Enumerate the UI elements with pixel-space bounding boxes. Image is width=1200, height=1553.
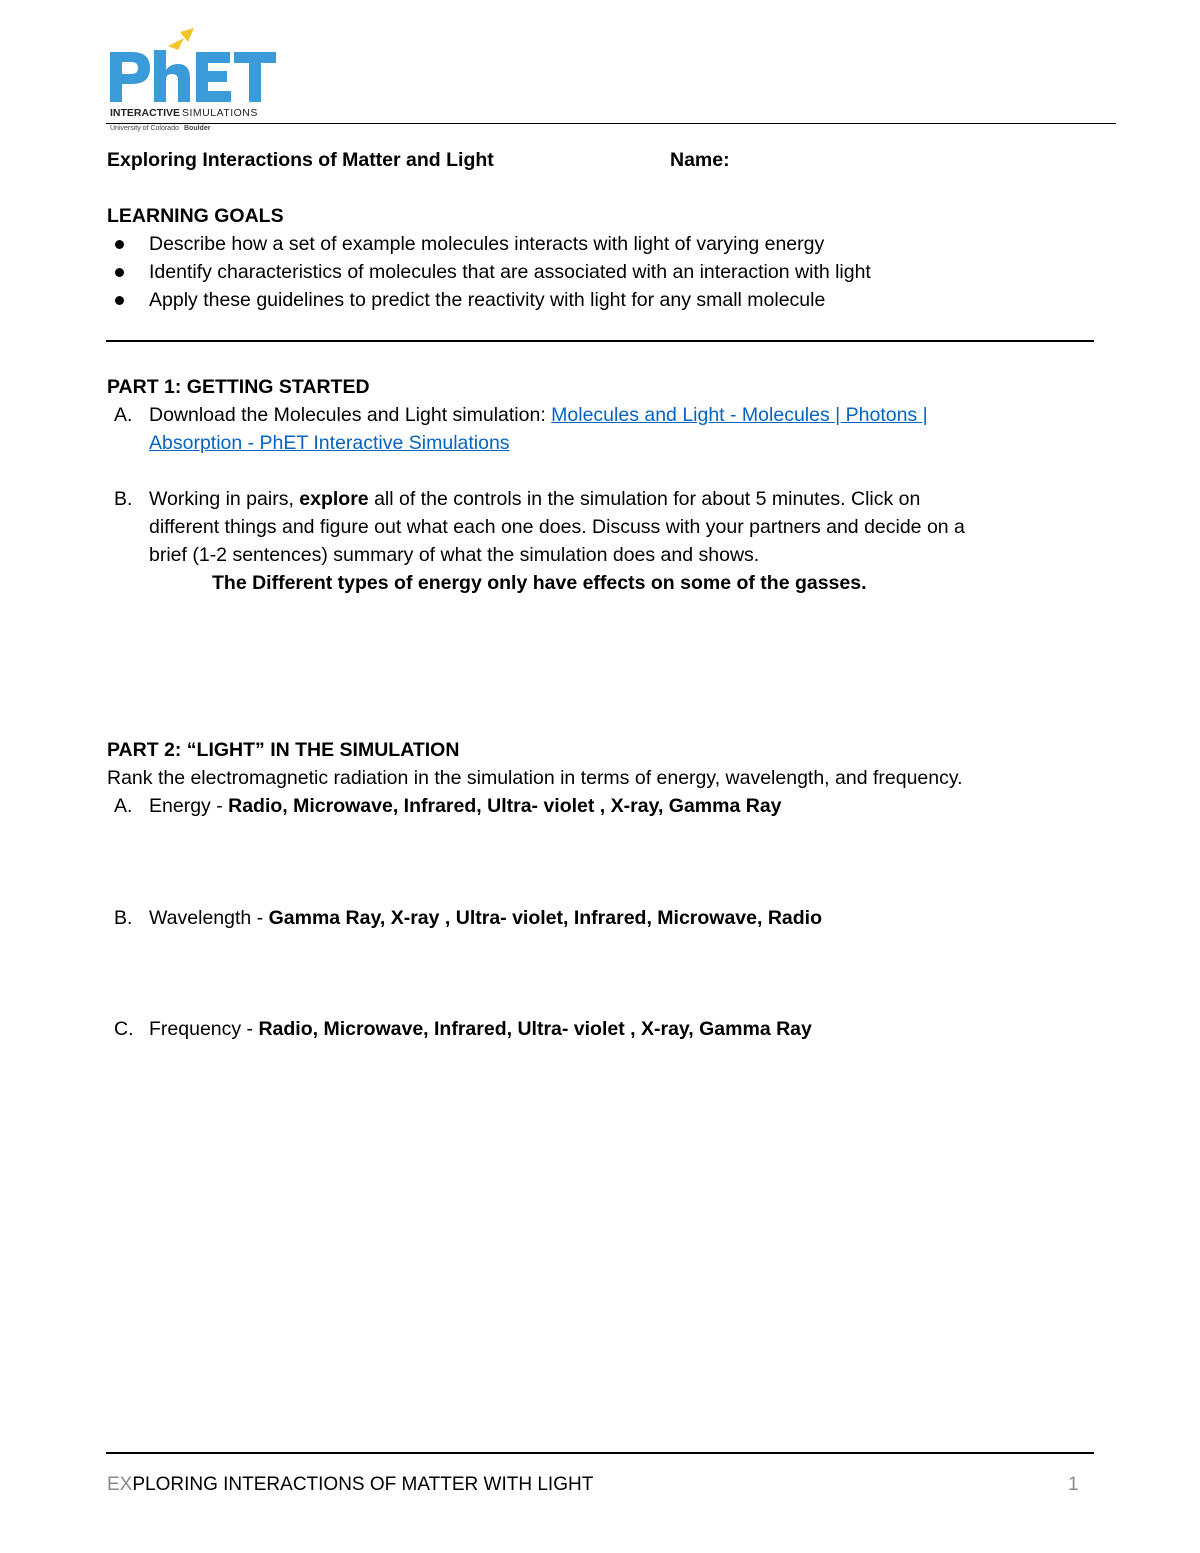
goal-text: Describe how a set of example molecules interacts with light of varying energy: [149, 233, 825, 255]
learning-goals-heading: LEARNING GOALS: [107, 205, 284, 227]
footer-divider: [106, 1452, 1094, 1454]
footer-title-prefix: EX: [107, 1474, 133, 1495]
part1-item-b-line3: brief (1-2 sentences) summary of what the simulation does and shows.: [149, 544, 760, 566]
wavelength-label: Wavelength -: [149, 907, 269, 929]
name-label: Name:: [670, 149, 730, 171]
part1-item-b-line1-pre: Working in pairs,: [149, 488, 300, 510]
part2-item-b-letter: B.: [114, 907, 133, 929]
page-title: Exploring Interactions of Matter and Light: [107, 149, 494, 171]
part1-item-b-letter: B.: [114, 488, 133, 510]
bullet-icon: [115, 296, 124, 305]
logo-affiliation-prefix: University of Colorado: [110, 125, 179, 132]
bullet-icon: [115, 240, 124, 249]
header-divider: [106, 123, 1116, 124]
logo-affiliation-strong: Boulder: [184, 125, 211, 132]
simulation-link-line2[interactable]: Absorption - PhET Interactive Simulations: [149, 432, 510, 454]
part1-item-b-line1-post: all of the controls in the simulation for about 5 minutes. Click on: [368, 488, 921, 510]
bullet-icon: [115, 268, 124, 277]
phet-logo-graphic: [106, 28, 286, 138]
list-item: [107, 258, 871, 286]
energy-label: Energy -: [149, 795, 229, 817]
part1-item-a-text: Download the Molecules and Light simulation:: [149, 404, 552, 426]
part1-item-b-line2: different things and figure out what each one does. Discuss with your partners and decide on a: [149, 516, 965, 538]
footer-title-rest: PLORING INTERACTIONS OF MATTER WITH LIGHT: [132, 1474, 594, 1495]
part1-item-b: [149, 485, 965, 569]
part2-item-energy: [149, 792, 782, 820]
part2-item-c-letter: C.: [114, 1018, 134, 1040]
goal-text: Apply these guidelines to predict the reactivity with light for any small molecule: [149, 289, 826, 311]
part1-item-a: [149, 401, 928, 457]
part1-item-b-answer: The Different types of energy only have effects on some of the gasses.: [212, 572, 867, 594]
part1-heading: PART 1: GETTING STARTED: [107, 376, 370, 398]
list-item: [107, 286, 871, 314]
learning-goals-list: [107, 230, 871, 314]
frequency-label: Frequency -: [149, 1018, 259, 1040]
part2-intro: Rank the electromagnetic radiation in the simulation in terms of energy, wavelength, and frequency.: [107, 767, 963, 789]
list-item: [107, 230, 871, 258]
wavelength-answer: Gamma Ray, X-ray , Ultra- violet, Infrared, Microwave, Radio: [268, 907, 822, 929]
logo-subtitle-rest: SIMULATIONS: [182, 107, 258, 119]
part1-item-a-letter: A.: [114, 404, 133, 426]
phet-logo: [106, 28, 286, 138]
part2-item-frequency: [149, 1015, 812, 1043]
part2-heading: PART 2: “LIGHT” IN THE SIMULATION: [107, 739, 460, 761]
footer-title: [107, 1471, 593, 1499]
energy-answer: Radio, Microwave, Infrared, Ultra- violet , X-ray, Gamma Ray: [228, 795, 782, 817]
part2-item-a-letter: A.: [114, 795, 133, 817]
frequency-answer: Radio, Microwave, Infrared, Ultra- violet , X-ray, Gamma Ray: [258, 1018, 812, 1040]
goal-text: Identify characteristics of molecules that are associated with an interaction with light: [149, 261, 871, 283]
part1-item-b-line1-bold: explore: [299, 488, 369, 510]
page-number: 1: [1068, 1474, 1079, 1495]
section-divider: [106, 340, 1094, 342]
logo-subtitle-strong: INTERACTIVE: [110, 107, 181, 119]
part2-item-wavelength: [149, 904, 822, 932]
simulation-link-line1[interactable]: Molecules and Light - Molecules | Photons |: [551, 404, 928, 426]
